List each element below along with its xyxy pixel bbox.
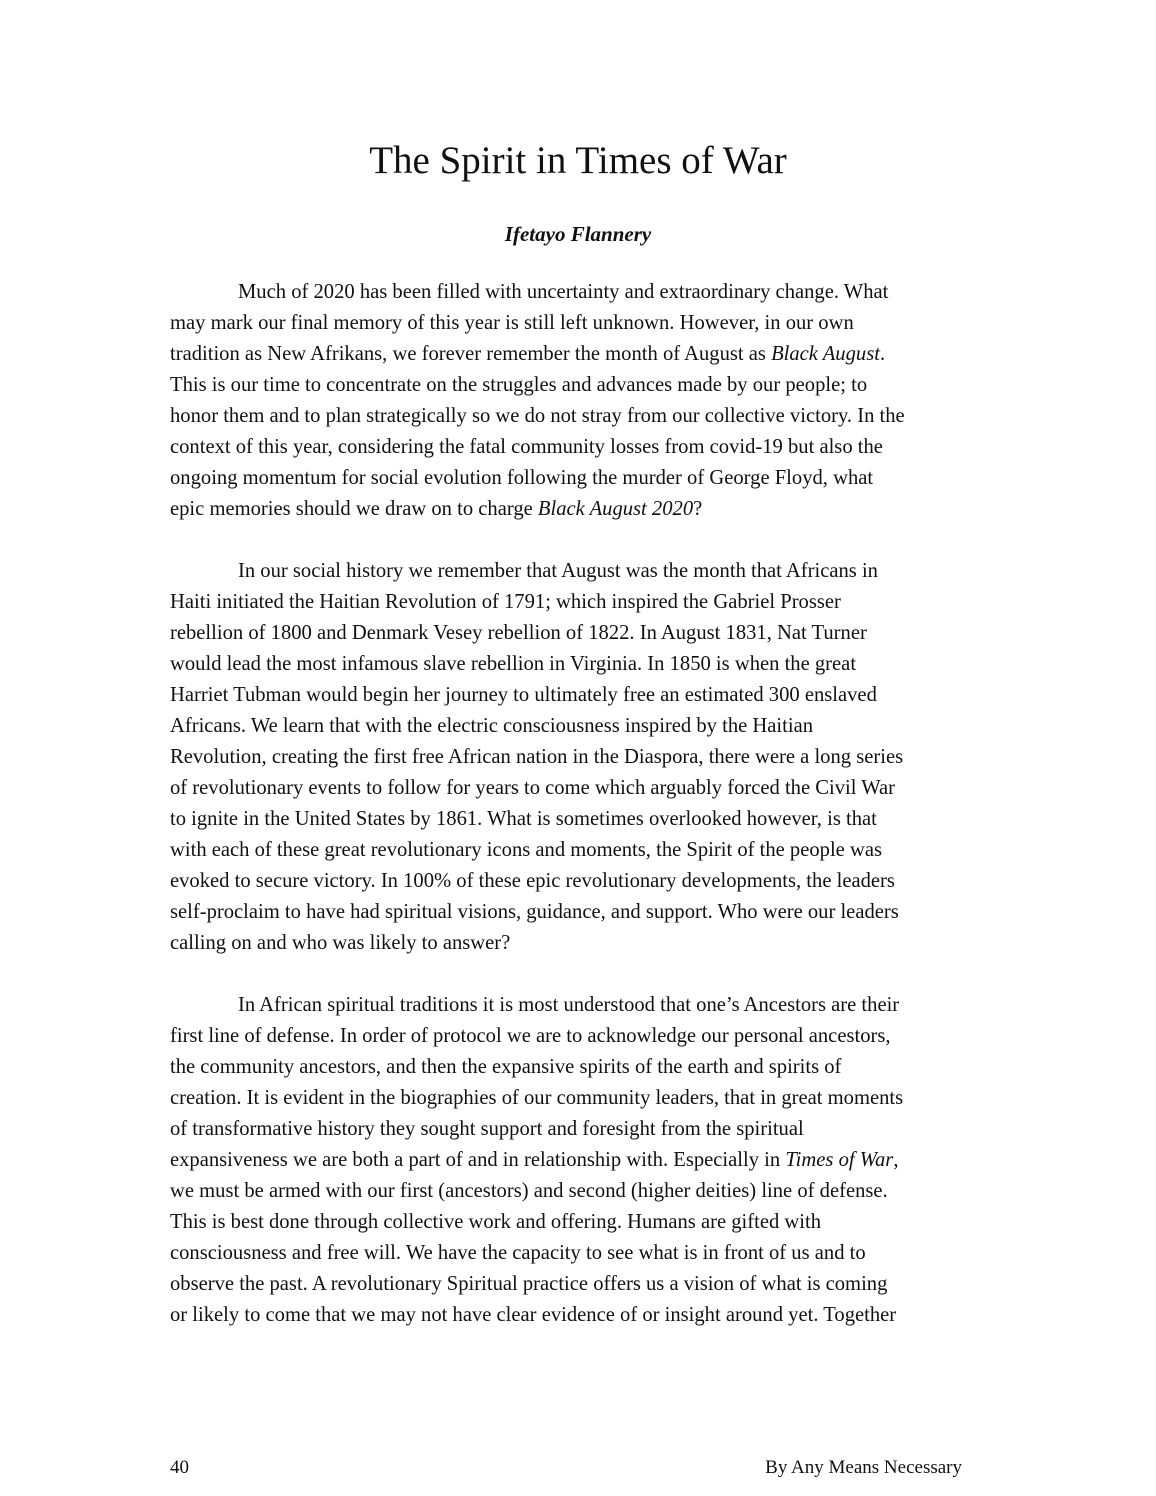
text-line: the community ancestors, and then the expansive spirits of the earth and spirits of	[170, 1056, 842, 1078]
text-line: consciousness and free will. We have the capacity to see what is in front of us and to	[170, 1242, 866, 1264]
text-line: Haiti initiated the Haitian Revolution of 1791; which inspired the Gabriel Prosser	[170, 591, 841, 613]
text-line: ongoing momentum for social evolution following the murder of George Floyd, what	[170, 467, 874, 489]
text-line: with each of these great revolutionary icons and moments, the Spirit of the people was	[170, 839, 883, 861]
text-line: In African spiritual traditions it is most understood that one’s Ancestors are their	[238, 994, 900, 1016]
italic-text: Black August 2020	[537, 498, 694, 520]
text-line: This is best done through collective work and offering. Humans are gifted with	[170, 1211, 822, 1233]
text-line: honor them and to plan strategically so we do not stray from our collective victory. In the	[170, 405, 905, 427]
italic-text: Black August	[771, 343, 880, 365]
text-line: rebellion of 1800 and Denmark Vesey rebellion of 1822. In August 1831, Nat Turner	[170, 622, 867, 644]
text-line: evoked to secure victory. In 100% of these epic revolutionary developments, the leaders	[170, 870, 895, 892]
paragraph	[170, 277, 982, 525]
text-line: self-proclaim to have had spiritual visions, guidance, and support. Who were our leaders	[170, 901, 899, 923]
text-line: or likely to come that we may not have clear evidence of or insight around yet. Together	[170, 1304, 897, 1326]
text-line: Africans. We learn that with the electric consciousness inspired by the Haitian	[170, 715, 814, 737]
text-line: context of this year, considering the fatal community losses from covid-19 but also the	[170, 436, 883, 458]
article-title: The Spirit in Times of War	[369, 139, 787, 182]
text-line: creation. It is evident in the biographies of our community leaders, that in great moments	[170, 1087, 904, 1109]
text-line: tradition as New Afrikans, we forever remember the month of August as Black August.	[170, 343, 886, 365]
paragraph	[170, 990, 982, 1331]
text-line: we must be armed with our first (ancestors) and second (higher deities) line of defense.	[170, 1180, 888, 1202]
page-number: 40	[170, 1457, 189, 1478]
text-line: This is our time to concentrate on the struggles and advances made by our people; to	[170, 374, 868, 396]
text-line: In our social history we remember that August was the month that Africans in	[238, 560, 878, 582]
text-line: Harriet Tubman would begin her journey to ultimately free an estimated 300 enslaved	[170, 684, 877, 706]
paragraph	[170, 556, 982, 959]
text-line: Much of 2020 has been filled with uncertainty and extraordinary change. What	[238, 281, 889, 303]
italic-text: Times of War	[785, 1149, 894, 1171]
text-line: observe the past. A revolutionary Spiritual practice offers us a vision of what is coming	[170, 1273, 888, 1295]
text-line: to ignite in the United States by 1861. What is sometimes overlooked however, is that	[170, 808, 877, 830]
publication-name: By Any Means Necessary	[765, 1457, 962, 1478]
text-line: expansiveness we are both a part of and in relationship with. Especially in Times of War,	[170, 1149, 899, 1171]
text-line: would lead the most infamous slave rebellion in Virginia. In 1850 is when the great	[170, 653, 857, 675]
article-author: Ifetayo Flannery	[504, 222, 652, 246]
text-line: Revolution, creating the first free African nation in the Diaspora, there were a long series	[170, 746, 904, 768]
article-body	[170, 277, 982, 1362]
text-line: of transformative history they sought support and foresight from the spiritual	[170, 1118, 804, 1140]
text-line: may mark our final memory of this year is still left unknown. However, in our own	[170, 312, 854, 334]
text-line: calling on and who was likely to answer?	[170, 932, 511, 954]
text-line: first line of defense. In order of protocol we are to acknowledge our personal ancestors,	[170, 1025, 891, 1047]
text-line: of revolutionary events to follow for years to come which arguably forced the Civil War	[170, 777, 896, 799]
text-line: epic memories should we draw on to charge Black August 2020?	[170, 498, 703, 520]
